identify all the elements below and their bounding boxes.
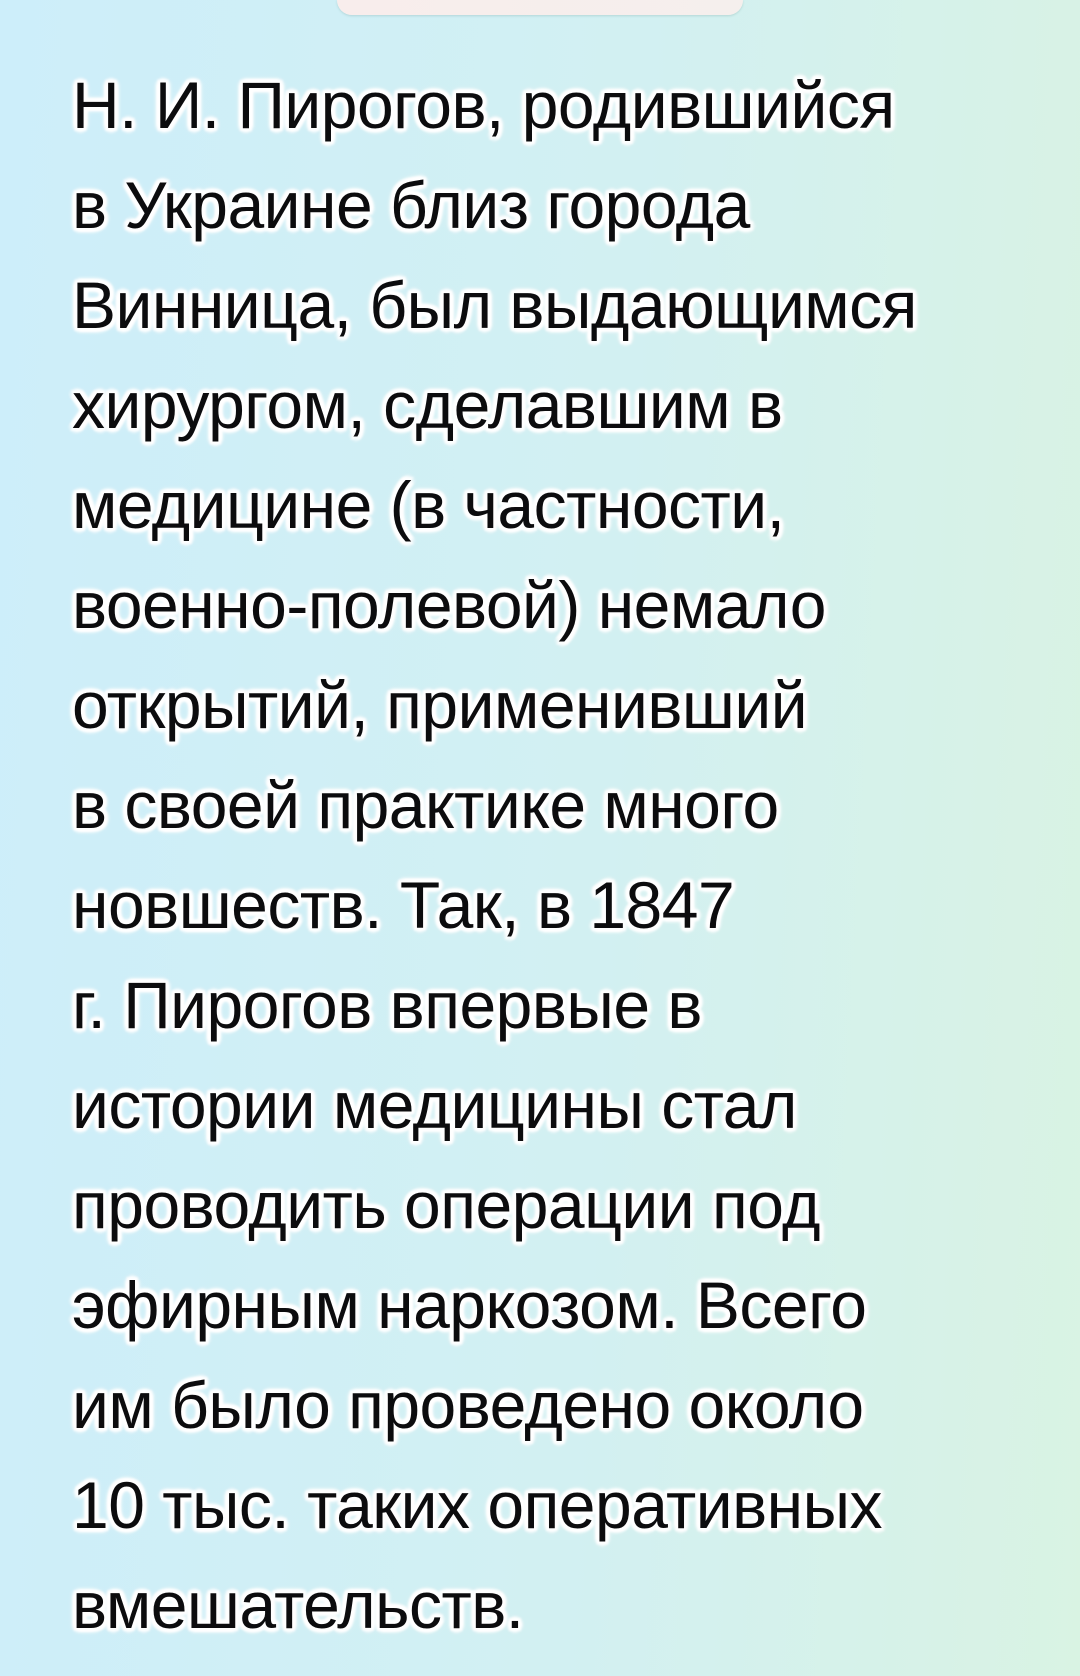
text-line: медицине (в частности, xyxy=(72,468,785,542)
text-line: в своей практике много xyxy=(72,768,779,842)
text-line: 10 тыс. таких оперативных xyxy=(72,1468,883,1542)
message-text xyxy=(72,55,1050,1655)
text-line: Н. И. Пирогов, родившийся xyxy=(72,68,895,142)
text-line: Винница, был выдающимся xyxy=(72,268,917,342)
text-line: в Украине близ города xyxy=(72,168,750,242)
text-line: им было проведено около xyxy=(72,1368,864,1442)
text-line: военно-полевой) немало xyxy=(72,568,826,642)
text-line: вмешательств. xyxy=(72,1568,524,1642)
text-line: хирургом, сделавшим в xyxy=(72,368,783,442)
text-line: г. Пирогов впервые в xyxy=(72,968,702,1042)
text-line: истории медицины стал xyxy=(72,1068,797,1142)
text-line: эфирным наркозом. Всего xyxy=(72,1268,867,1342)
clipped-notification-banner[interactable] xyxy=(337,0,743,15)
text-line: открытий, применивший xyxy=(72,668,808,742)
text-line: проводить операции под xyxy=(72,1168,820,1242)
text-line: новшеств. Так, в 1847 xyxy=(72,868,735,942)
